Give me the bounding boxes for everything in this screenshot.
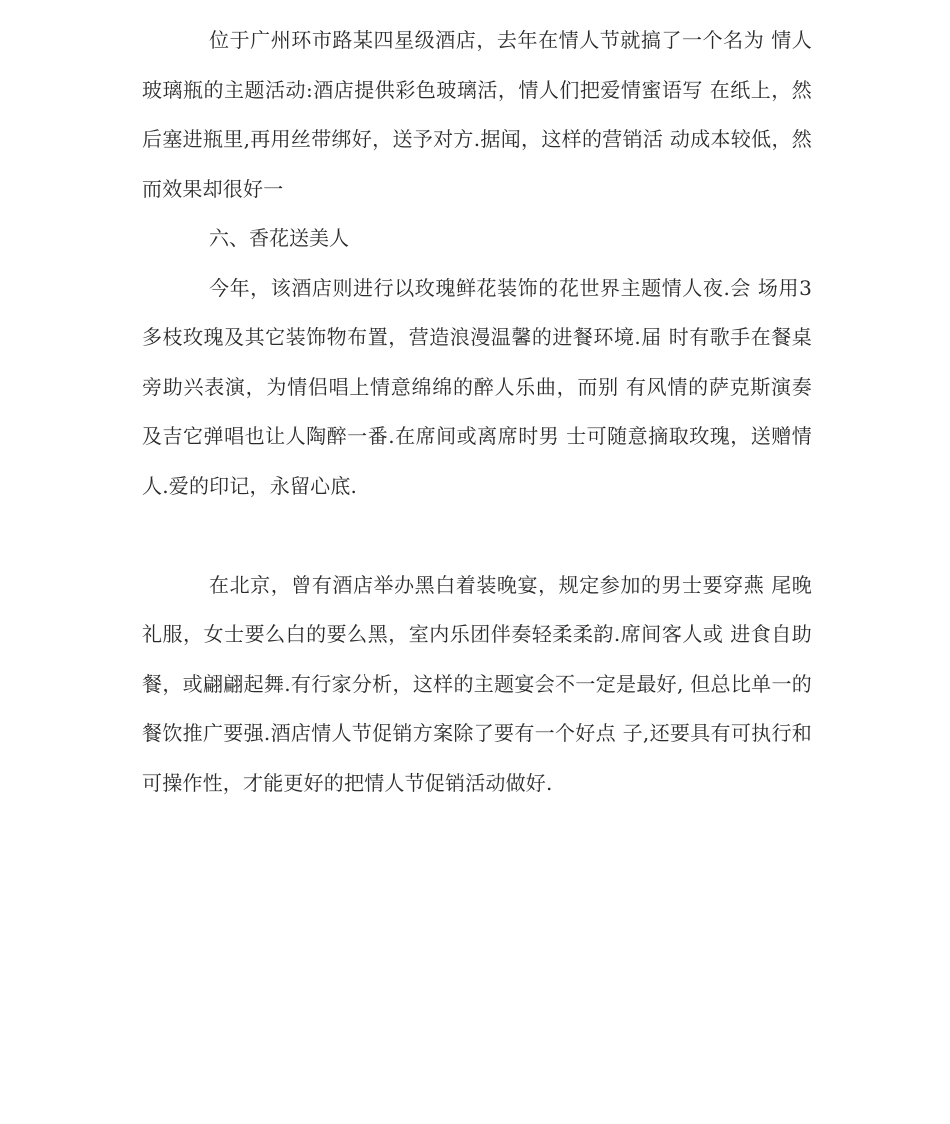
paragraph-glass-bottle: 位于广州环市路某四星级酒店，去年在情人节就搞了一个名为 情人玻璃瓶的主题活动:酒店提供彩色玻璃活，情人们把爱情蜜语写 在纸上，然后塞进瓶里,再用丝带绑好，送予对方.据闻，这样的营销活 动成本较低，然而效果却很好一 xyxy=(142,28,812,201)
paragraph-spacer xyxy=(142,511,812,561)
section-heading-flowers: 六、香花送美人 xyxy=(209,226,349,250)
paragraph-black-white-banquet: 在北京，曾有酒店举办黑白着装晚宴，规定参加的男士要穿燕 尾晚礼服，女士要么白的要么黑，室内乐团伴奏轻柔柔韵.席间客人或 进食自助餐，或翩翩起舞.有行家分析，这样的主题宴会不一定是最好, 但总比单一的餐饮推广要强.酒店情人节促销方案除了要有一个好点 子,还要具有可执行和可操作性，才能更好的把情人节促销活动做好. xyxy=(142,572,812,795)
document-body xyxy=(142,16,812,808)
paragraph-rose-night: 今年，该酒店则进行以玫瑰鲜花装饰的花世界主题情人夜.会 场用3多枝玫瑰及其它装饰物布置，营造浪漫温馨的进餐环境.届 时有歌手在餐桌旁助兴表演，为情侣唱上情意绵绵的醉人乐曲，而别 有风情的萨克斯演奏及吉它弹唱也让人陶醉一番.在席间或离席时男 士可随意摘取玫瑰，送赠情人.爱的印记，永留心底. xyxy=(142,275,812,498)
